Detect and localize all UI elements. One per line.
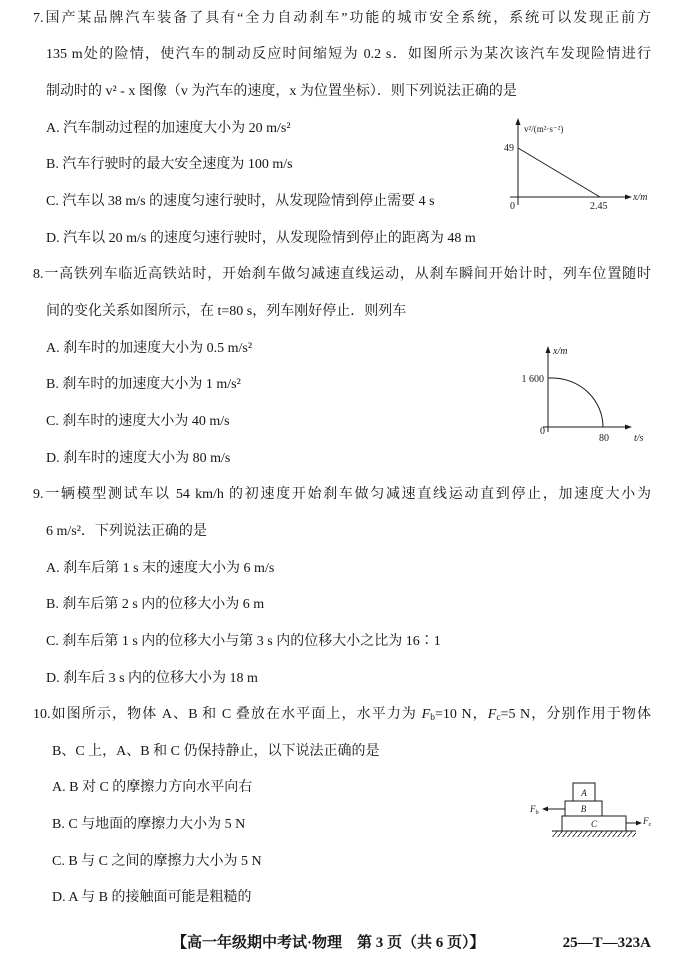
q7-option-b: B. 汽车行驶时的最大安全速度为 100 m/s <box>46 157 293 173</box>
force-c-label-symbol: F <box>643 816 649 826</box>
force-b-arrow-head <box>542 807 548 812</box>
q10-stem-line-2: B、C 上，A、B 和 C 仍保持静止，以下说法正确的是 <box>52 743 380 759</box>
q7-stem-line-3: 制动时的 v² - x 图像（v 为汽车的速度，x 为位置坐标）．则下列说法正确的是 <box>46 84 517 99</box>
q9-stem-line-2: 6 m/s²．下列说法正确的是 <box>46 523 207 539</box>
q7-x-axis-arrow <box>625 195 632 200</box>
q8-origin-label: 0 <box>540 426 545 437</box>
q9-stem-line-1: 9.一辆模型测试车以 54 km/h 的初速度开始刹车做匀减速直线运动直到停止，加速度大小为 <box>33 487 651 503</box>
q7-option-a: A. 汽车制动过程的加速度大小为 20 m/s² <box>46 120 291 136</box>
q7-v2-x-graph <box>495 115 665 215</box>
q8-option-a: A. 刹车时的加速度大小为 0.5 m/s² <box>46 340 253 356</box>
q10-stem-prefix: 10.如图所示，物体 A、B 和 C 叠放在水平面上，水平力为 <box>33 707 422 723</box>
q9-option-b: B. 刹车后第 2 s 内的位移大小为 6 m <box>46 597 265 613</box>
q8-x-t-graph <box>505 340 655 445</box>
force-c-symbol: F <box>487 707 497 723</box>
force-b-label <box>529 804 539 816</box>
q10-stem-suffix: =5 N，分别作用于物体 <box>500 707 651 723</box>
q8-option-c: C. 刹车时的速度大小为 40 m/s <box>46 413 230 429</box>
q10-stem-line-1 <box>0 697 677 734</box>
q9-option-a: A. 刹车后第 1 s 末的速度大小为 6 m/s <box>46 560 275 576</box>
q8-x-axis-label: t/s <box>634 433 644 444</box>
q8-x-axis-arrow <box>625 425 632 430</box>
footer-code: 25—T—323A <box>562 935 651 951</box>
block-a-label: A <box>581 788 587 798</box>
q10-option-c: C. B 与 C 之间的摩擦力大小为 5 N <box>52 853 262 869</box>
q7-origin-label: 0 <box>510 201 515 212</box>
q7-stem-line-2: 135 m处的险情，使汽车的制动反应时间缩短为 0.2 s．如图所示为某次该汽车发现险情进行 <box>46 47 651 63</box>
q10-option-a: A. B 对 C 的摩擦力方向水平向右 <box>52 780 253 796</box>
q7-y-tick-label: 49 <box>504 143 514 154</box>
q7-y-axis-arrow <box>516 118 521 125</box>
force-c-subscript: c <box>496 713 501 724</box>
q8-stem-line-2: 间的变化关系如图所示，在 t=80 s，列车刚好停止．则列车 <box>46 303 407 319</box>
q7-option-d: D. 汽车以 20 m/s 的速度匀速行驶时，从发现险情到停止的距离为 48 m <box>46 230 476 246</box>
force-b-symbol: F <box>421 707 431 723</box>
force-c-label <box>642 816 652 828</box>
q7-x-tick-label: 2.45 <box>590 201 608 212</box>
ground-hatching <box>552 831 636 837</box>
block-c-label: C <box>590 819 598 829</box>
q7-x-axis-label: x/m <box>633 192 648 203</box>
q8-x-tick-label: 80 <box>599 433 609 444</box>
force-c-arrow-head <box>636 821 642 826</box>
q10-option-b: B. C 与地面的摩擦力大小为 5 N <box>52 817 246 833</box>
force-b-label-symbol: F <box>530 804 536 814</box>
q7-y-axis-label: v²/(m²·s⁻²) <box>524 124 564 134</box>
force-b-subscript: b <box>430 713 435 724</box>
q7-graph-line <box>518 148 600 197</box>
q8-graph-curve <box>548 378 603 427</box>
q9-option-d: D. 刹车后 3 s 内的位移大小为 18 m <box>46 670 258 686</box>
q8-y-axis-arrow <box>546 346 551 353</box>
force-b-label-sub: b <box>535 809 539 816</box>
q9-option-c: C. 刹车后第 1 s 内的位移大小与第 3 s 内的位移大小之比为 16∶1 <box>46 633 441 649</box>
block-b-label: B <box>580 804 587 814</box>
q7-option-c: C. 汽车以 38 m/s 的速度匀速行驶时，从发现险情到停止需要 4 s <box>46 193 435 209</box>
q10-option-d: D. A 与 B 的接触面可能是粗糙的 <box>52 890 252 906</box>
footer-title: 【高一年级期中考试·物理 第 3 页（共 6 页）】 <box>172 935 485 951</box>
q8-y-axis-label: x/m <box>553 346 568 357</box>
q8-option-d: D. 刹车时的速度大小为 80 m/s <box>46 450 231 466</box>
force-b-value: =10 N， <box>434 707 488 723</box>
q10-stacked-blocks-diagram <box>520 775 670 840</box>
q8-option-b: B. 刹车时的加速度大小为 1 m/s² <box>46 377 241 393</box>
q8-y-tick-label: 1 600 <box>521 374 544 385</box>
force-c-label-sub: c <box>648 821 652 828</box>
q7-stem-line-1: 7.国产某品牌汽车装备了具有“全力自动刹车”功能的城市安全系统，系统可以发现正前方 <box>33 10 651 26</box>
q8-stem-line-1: 8.一高铁列车临近高铁站时，开始刹车做匀减速直线运动，从刹车瞬间开始计时，列车位置随时 <box>33 267 651 283</box>
